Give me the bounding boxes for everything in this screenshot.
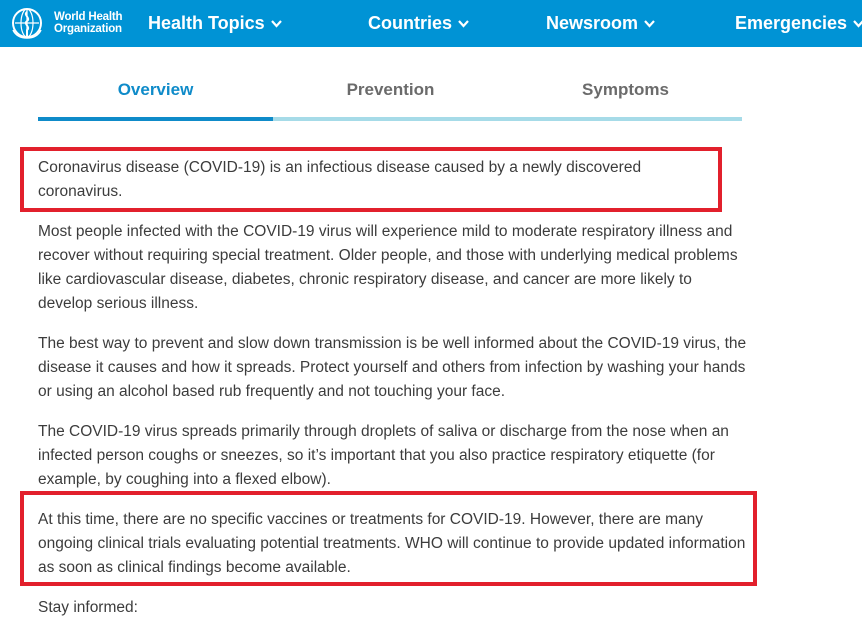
who-emblem-icon: [10, 6, 50, 40]
nav-newsroom-label: Newsroom: [546, 13, 639, 33]
tab-overview[interactable]: Overview: [117, 80, 194, 99]
highlight-box-intro: [20, 147, 722, 212]
chevron-down-icon: [458, 20, 469, 28]
who-logo[interactable]: [10, 6, 125, 40]
nav-health-topics-label: Health Topics: [148, 13, 265, 33]
tab-symptoms[interactable]: Symptoms: [582, 80, 669, 99]
active-tab-indicator: [38, 117, 273, 121]
logo-text: [54, 11, 122, 35]
nav-countries[interactable]: [368, 0, 469, 47]
paragraph-prevention: The best way to prevent and slow down transmission is be well informed about the COVID-19 virus, the disease it causes and how it spreads. Protect yourself and others from infection by washing your hands or using an alcohol based rub frequently and not touching your face.: [38, 335, 747, 400]
nav-health-topics[interactable]: [148, 0, 282, 47]
top-navigation-bar: [0, 0, 862, 47]
nav-newsroom[interactable]: [546, 0, 655, 47]
paragraph-symptoms-risk: Most people infected with the COVID-19 virus will experience mild to moderate respiratory illness and recover without requiring special treatment. Older people, and those with underlying medical problems like cardiovascular disease, diabetes, chronic respiratory disease, and cancer are more likely to develop serious illness.: [38, 223, 738, 312]
paragraph-stay-informed: Stay informed:: [38, 599, 138, 616]
logo-line1: World Health: [54, 11, 123, 23]
topic-tabs: [38, 62, 742, 122]
chevron-down-icon: [644, 20, 655, 28]
paragraph-treatment: At this time, there are no specific vaccines or treatments for COVID-19. However, there are many ongoing clinical trials evaluating potential treatments. WHO will continue to provide updated information as soon as clinical findings become available.: [38, 511, 746, 576]
highlight-box-treatment: [20, 491, 757, 586]
chevron-down-icon: [853, 20, 862, 28]
nav-emergencies-label: Emergencies: [735, 13, 848, 33]
paragraph-transmission: The COVID-19 virus spreads primarily through droplets of saliva or discharge from the nose when an infected person coughs or sneezes, so it’s important that you also practice respiratory etiquette (for example, by coughing into a flexed elbow).: [38, 423, 729, 488]
nav-countries-label: Countries: [368, 13, 453, 33]
tab-prevention[interactable]: Prevention: [346, 80, 435, 99]
logo-line2: Organization: [54, 23, 122, 35]
paragraph-intro: Coronavirus disease (COVID-19) is an infectious disease caused by a newly discovered coronavirus.: [38, 159, 642, 200]
nav-emergencies[interactable]: [735, 0, 862, 47]
chevron-down-icon: [271, 20, 282, 28]
